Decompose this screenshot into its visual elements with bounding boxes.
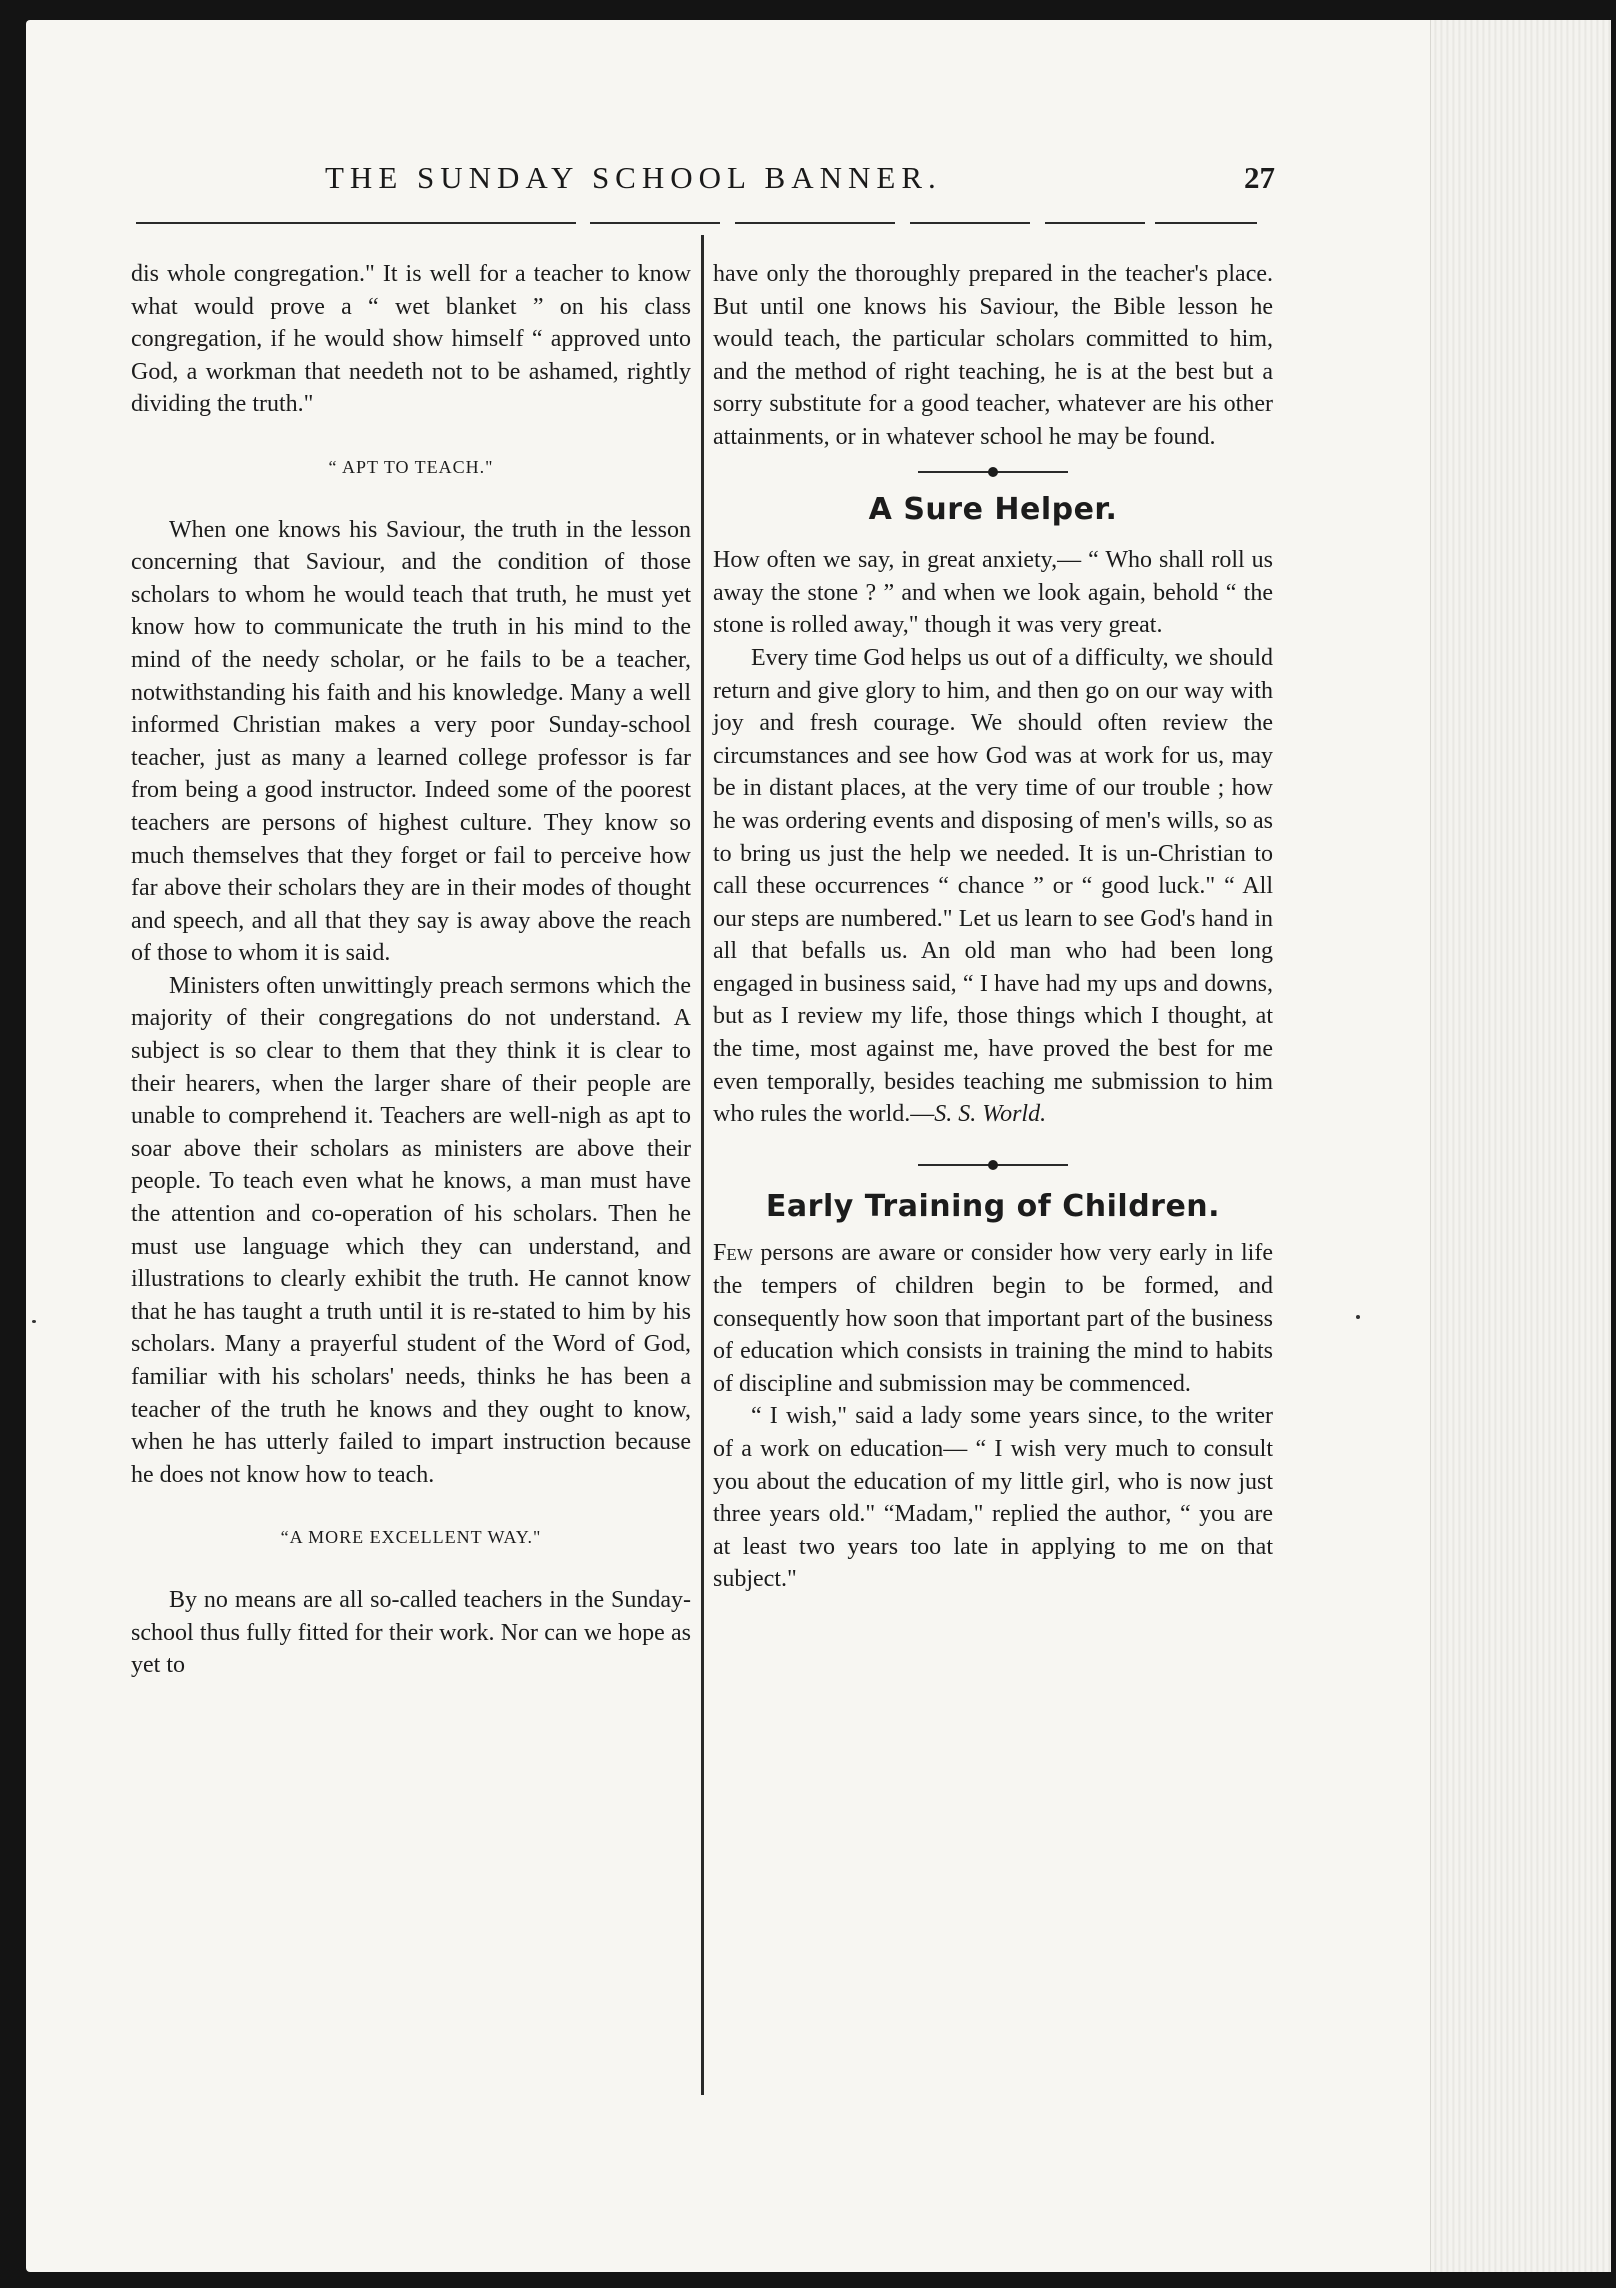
paragraph: By no means are all so-called teachers in the Sunday-school thus fully fitted for their work. Nor can we hope as yet to — [131, 1586, 691, 1679]
header-rule-middle — [590, 222, 720, 224]
header-rule-right-c — [1155, 222, 1257, 224]
paragraph: dis whole congregation." It is well for a teacher to know what would prove a “ wet blanket ” on his class congregation, if he would show himself “ approved unto God, a workman that needeth not to be ashamed, rightly dividing the truth." — [131, 261, 691, 418]
page-header — [325, 160, 1275, 200]
ornament-divider — [918, 1157, 1068, 1173]
column-divider — [701, 235, 704, 2095]
page-number: 27 — [1244, 160, 1275, 195]
scan-speck — [32, 1320, 36, 1323]
paragraph-text: persons are aware or consider how very early in life the tempers of children begin to be formed, and consequently how soon that important part of the business of education which consists in training the mind to habits of discipline and submission may be commenced. — [713, 1240, 1273, 1397]
paragraph: When one knows his Saviour, the truth in the lesson concerning that Saviour, and the condition of those scholars to whom he would teach that truth, he must yet know how to communicate the truth in his mind to the mind of the needy scholar, or he fails to be a teacher, notwithstanding his faith and his knowledge. Many a well informed Christian makes a very poor Sunday-school teacher, just as many a learned college professor is far from being a good instructor. Indeed some of the poorest teachers are persons of highest culture. They know so much themselves that they forget or fail to perceive how far above their scholars they are in their modes of thought and speech, and all that they say is away above the reach of those to whom it is said. — [131, 516, 691, 967]
header-rule-right-b — [1045, 222, 1145, 224]
right-column — [713, 258, 1273, 1596]
header-rule-left — [136, 222, 576, 224]
paragraph — [713, 642, 1273, 1131]
ornament-divider — [918, 464, 1068, 480]
article-title: A Sure Helper. — [868, 491, 1118, 527]
section-heading: “A MORE EXCELLENT WAY." — [280, 1527, 542, 1548]
article-title: Early Training of Children. — [765, 1188, 1221, 1224]
header-rule-right-a — [910, 222, 1030, 224]
running-title: THE SUNDAY SCHOOL BANNER. — [325, 160, 942, 195]
section-heading: “ APT TO TEACH." — [328, 456, 494, 477]
scan-speck — [1356, 1315, 1360, 1319]
paragraph: have only the thoroughly prepared in the teacher's place. But until one knows his Saviour, the Bible lesson he would teach, the particular scholars committed to him, and the method of right teaching, he is at the best but a sorry substitute for a good teacher, whatever are his other attainments, or in whatever school he may be found. — [713, 261, 1273, 450]
paragraph — [713, 1237, 1273, 1400]
header-rule-center — [735, 222, 895, 224]
page-edges — [1430, 20, 1611, 2272]
paragraph: How often we say, in great anxiety,— “ Who shall roll us away the stone ? ” and when we look again, behold “ the stone is rolled away," though it was very great. — [713, 547, 1273, 639]
lead-word: Few — [713, 1240, 753, 1267]
source-attribution: S. S. World. — [934, 1101, 1047, 1128]
paragraph: “ I wish," said a lady some years since, to the writer of a work on education— “ I wish very much to consult you about the education of my little girl, who is now just three years old." “Madam," replied the author, “ you are at least two years too late in applying to me on that subject." — [713, 1403, 1273, 1593]
left-column — [131, 258, 691, 1682]
paragraph-text: Every time God helps us out of a difficulty, we should return and give glory to him, and then go on our way with joy and fresh courage. We should often review the circumstances and see how God was at work for us, may be in distant places, at the very time of our trouble ; how he was ordering events and disposing of men's wills, so as to bring us just the help we needed. It is un-Christian to call these occurrences “ chance ” or “ good luck." “ All our steps are numbered." Let us learn to see God's hand in all that befalls us. An old man who had been long engaged in business said, “ I have had my ups and downs, but as I review my life, those things which I thought, at the time, most against me, have proved the best for me even temporally, besides teaching me submission to him who rules the world.— — [713, 644, 1273, 1128]
paragraph: Ministers often unwittingly preach sermons which the majority of their congregations do not understand. A subject is so clear to them that they think it is clear to their hearers, when the larger share of their people are unable to comprehend it. Teachers are well-nigh as apt to soar above their scholars as ministers are above their people. To teach even what he knows, a man must have the attention and co-operation of his scholars. Then he must use language which they can understand, and illustrations to clearly exhibit the truth. He cannot know that he has taught a truth until it is re-stated to him by his scholars. Many a prayerful student of the Word of God, familiar with his scholars' needs, thinks he has been a teacher of the truth he knows and they ought to know, when he has utterly failed to impart instruction because he does not know how to teach. — [131, 972, 691, 1488]
